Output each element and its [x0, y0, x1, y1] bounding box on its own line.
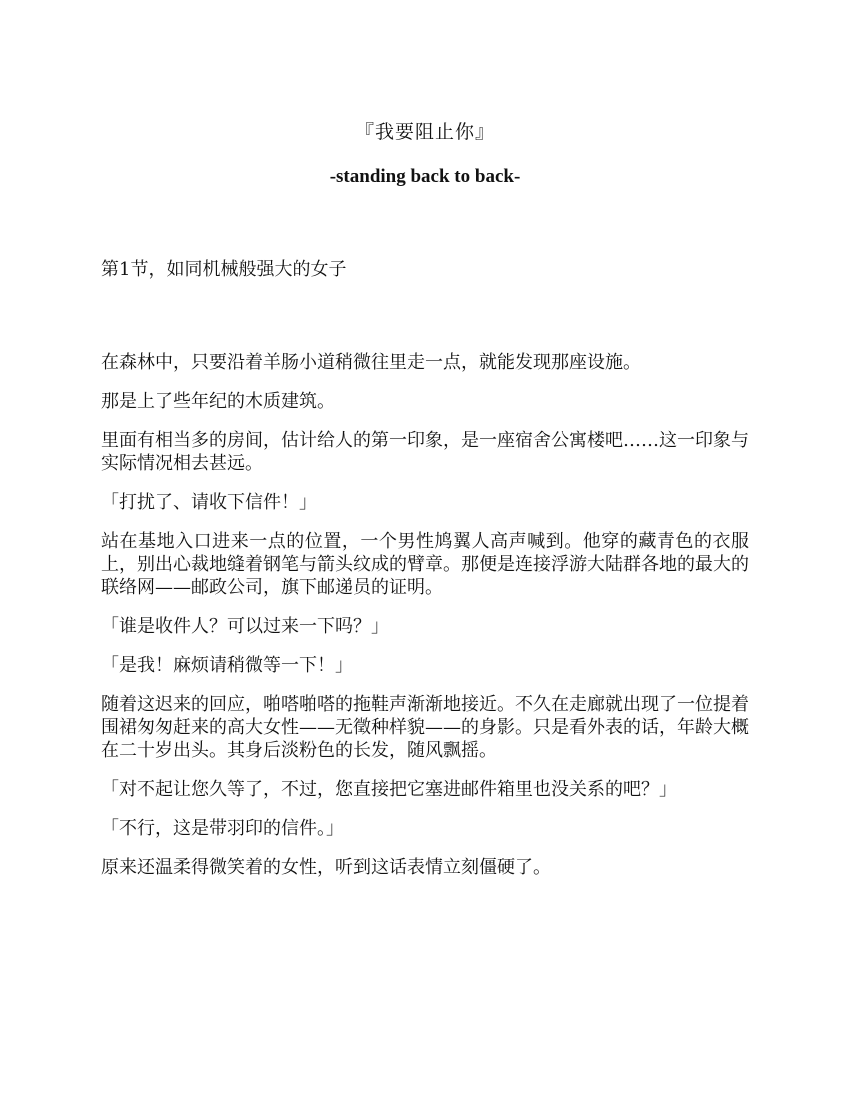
dialogue-3: 「是我！麻烦请稍微等一下！」	[101, 655, 353, 676]
document-title: 『我要阻止你』	[354, 121, 495, 143]
paragraph-6: 原来还温柔得微笑着的女性，听到这话表情立刻僵硬了。	[101, 857, 551, 878]
paragraph-3: 里面有相当多的房间，估计给人的第一印象，是一座宿舍公寓楼吧……这一印象与实际情况相去甚远。	[101, 430, 749, 474]
document-subtitle: -standing back to back-	[329, 166, 521, 187]
paragraph-2: 那是上了些年纪的木质建筑。	[101, 391, 335, 412]
paragraph-4: 站在基地入口进来一点的位置，一个男性鸠翼人高声喊到。他穿的藏青色的衣服上，别出心裁地缝着钢笔与箭头纹成的臂章。那便是连接浮游大陆群各地的最大的联络网——邮政公司，旗下邮递员的证明。	[101, 531, 749, 598]
paragraph-1: 在森林中，只要沿着羊肠小道稍微往里走一点，就能发现那座设施。	[101, 352, 641, 373]
chapter-heading: 第1节，如同机械般强大的女子	[101, 259, 347, 280]
dialogue-5: 「不行，这是带羽印的信件。」	[101, 818, 344, 839]
dialogue-4: 「对不起让您久等了，不过，您直接把它塞进邮件箱里也没关系的吧？」	[101, 779, 677, 800]
document-page	[101, 118, 749, 895]
paragraph-5: 随着这迟来的回应，啪嗒啪嗒的拖鞋声渐渐地接近。不久在走廊就出现了一位提着围裙匆匆赶来的高大女性——无徵种样貌——的身影。只是看外表的话，年龄大概在二十岁出头。其身后淡粉色的长发，随风飘摇。	[101, 694, 749, 761]
dialogue-1: 「打扰了、请收下信件！」	[101, 492, 317, 513]
dialogue-2: 「谁是收件人？可以过来一下吗？」	[101, 616, 389, 637]
